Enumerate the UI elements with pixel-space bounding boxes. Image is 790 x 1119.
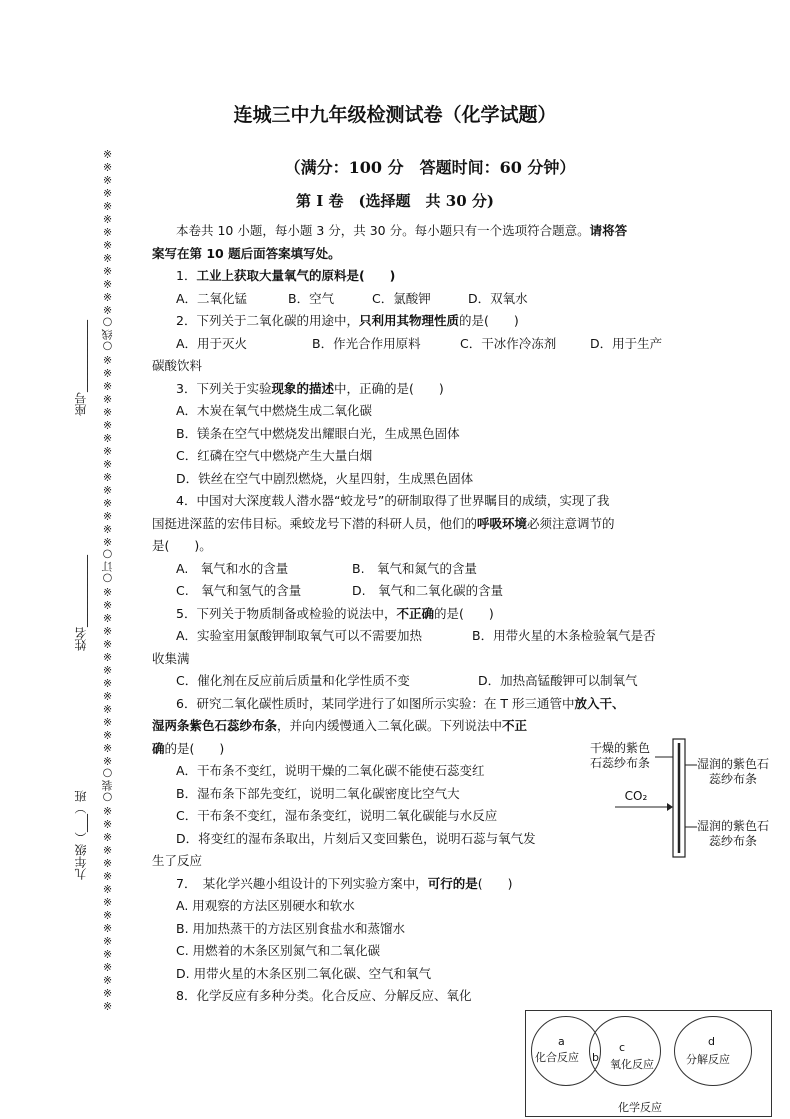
venn-label-c: c bbox=[619, 1041, 626, 1054]
q6-line3-b: 的是( ) bbox=[164, 740, 225, 756]
venn-label-b: b bbox=[592, 1051, 599, 1064]
q2-option-b[interactable]: B．作光合作用原料 bbox=[312, 335, 421, 351]
q3-option-d[interactable]: D．铁丝在空气中剧烈燃烧，火星四射，生成黑色固体 bbox=[176, 470, 474, 486]
q2-option-d[interactable]: D．用于生产 bbox=[590, 335, 663, 351]
q4-line2-b: 呼吸环境 bbox=[477, 515, 528, 531]
q3-stem bbox=[152, 378, 672, 401]
q4-line2 bbox=[152, 513, 672, 536]
q7-option-c[interactable]: C. 用燃着的木条区别氮气和二氧化碳 bbox=[176, 943, 381, 958]
q5-stem-c: 的是( ) bbox=[433, 605, 494, 621]
q6-line2-b: ，并向内缓慢通入二氧化碳。下列说法中 bbox=[277, 718, 503, 733]
class-field[interactable]: 九年级（___）班 bbox=[74, 790, 88, 880]
q4-options-ab bbox=[152, 558, 672, 581]
q5-option-b-cont: 收集满 bbox=[152, 650, 190, 666]
q1-option-d[interactable]: D．双氧水 bbox=[468, 290, 528, 306]
intro-bold-cont: 案写在第 10 题后面答案填写处。 bbox=[152, 245, 341, 261]
q6-line2-a: 湿两条紫色石蕊纱布条 bbox=[152, 718, 278, 733]
q2-option-c[interactable]: C．干冰作冷冻剂 bbox=[460, 335, 557, 351]
q4-option-d[interactable]: D. 氧气和二氧化碳的含量 bbox=[352, 583, 504, 598]
q6-option-b[interactable]: B．湿布条下部先变红，说明二氧化碳密度比空气大 bbox=[176, 785, 460, 801]
q7-option-d[interactable]: D. 用带火星的木条区别二氧化碳、空气和氧气 bbox=[176, 965, 432, 981]
q1-options bbox=[152, 288, 672, 311]
q4-options-cd bbox=[152, 580, 672, 603]
intro-bold: 请将答 bbox=[589, 223, 628, 238]
q2-option-a[interactable]: A．用于灭火 bbox=[176, 335, 248, 351]
q3-option-a[interactable]: A．木炭在氧气中燃烧生成二氧化碳 bbox=[176, 403, 373, 418]
q7-stem bbox=[152, 873, 672, 896]
q5-option-d[interactable]: D．加热高锰酸钾可以制氧气 bbox=[478, 673, 638, 688]
binding-fields bbox=[72, 320, 102, 880]
venn-oxidation-text: 氧化反应 bbox=[610, 1058, 654, 1071]
q7-stem-a: 7． 某化学兴趣小组设计的下列实验方案中， bbox=[176, 875, 428, 891]
intro-text: 本卷共 10 小题，每小题 3 分，共 30 分。每小题只有一个选项符合题意。 bbox=[176, 223, 590, 238]
t-tube-drawing bbox=[585, 735, 770, 865]
q7-option-a[interactable]: A. 用观察的方法区别硬水和软水 bbox=[176, 898, 355, 913]
question-content bbox=[152, 220, 672, 1008]
venn-decomposition-text: 分解反应 bbox=[686, 1053, 730, 1066]
dry-strip-label: 干燥的紫色石蕊纱布条 bbox=[589, 741, 650, 770]
binding-margin-strip: ※※※※※※※※※※※※※※※※○装○※※※※※※※※※※※※※※○订○※※※※※※※※※※※※※※※○线○※※※※※※※※※※※※※ bbox=[101, 147, 114, 1013]
q1-stem bbox=[152, 265, 672, 288]
q5-stem bbox=[152, 603, 672, 626]
q4-option-a[interactable]: A. 氧气和水的含量 bbox=[176, 560, 289, 576]
section-heading: 第 I 卷 (选择题 共 30 分) bbox=[296, 192, 494, 210]
q4-option-b[interactable]: B. 氧气和氮气的含量 bbox=[352, 560, 478, 576]
q3-stem-a: 3．下列关于实验 bbox=[176, 380, 272, 396]
q5-stem-b: 不正确 bbox=[396, 605, 434, 621]
exam-subtitle: （满分：100 分 答题时间：60 分钟） bbox=[284, 158, 576, 177]
q6-line1-b: 放入干、 bbox=[574, 695, 625, 711]
q1-option-b[interactable]: B．空气 bbox=[288, 290, 335, 306]
q3-stem-c: 中，正确的是( ) bbox=[333, 380, 444, 396]
q6-line1-a: 6．研究二氧化碳性质时，某同学进行了如图所示实验：在 T 形三通管中 bbox=[176, 695, 575, 711]
q7-option-b[interactable]: B. 用加热蒸干的方法区别食盐水和蒸馏水 bbox=[176, 920, 406, 936]
intro bbox=[152, 220, 672, 243]
q6-line2-c: 不正 bbox=[502, 718, 528, 733]
q2-stem-b: 只利用其物理性质 bbox=[358, 313, 459, 328]
q2-stem-a: 2．下列关于二氧化碳的用途中， bbox=[176, 313, 359, 328]
q6-line1 bbox=[152, 693, 672, 716]
q5-option-c[interactable]: C．催化剂在反应前后质量和化学性质不变 bbox=[176, 673, 410, 688]
q3-stem-b: 现象的描述 bbox=[271, 380, 334, 396]
wet-strip-bottom-label: 湿润的紫色石蕊纱布条 bbox=[697, 819, 770, 848]
q4-line2-a: 国挺进深蓝的宏伟目标。乘蛟龙号下潜的科研人员，他们的 bbox=[152, 515, 478, 531]
q3-option-c[interactable]: C．红磷在空气中燃烧产生大量白烟 bbox=[176, 448, 373, 463]
venn-combination-text: 化合反应 bbox=[535, 1051, 579, 1064]
q6-option-a[interactable]: A．干布条不变红，说明干燥的二氧化碳不能使石蕊变红 bbox=[176, 763, 485, 778]
q1-number: 1． bbox=[176, 268, 197, 283]
q6-option-d-cont: 生了反应 bbox=[152, 853, 203, 868]
q7-stem-c: ( ) bbox=[477, 875, 513, 891]
q1-stem-text: 工业上获取大量氧气的原料是( ) bbox=[196, 268, 396, 283]
q8-stem: 8．化学反应有多种分类。化合反应、分解反应、氧化 bbox=[176, 988, 472, 1003]
q5-options-ab bbox=[152, 625, 672, 648]
venn-label-a: a bbox=[558, 1035, 565, 1048]
q6-option-d[interactable]: D．将变红的湿布条取出，片刻后又变回紫色，说明石蕊与氧气发 bbox=[176, 830, 536, 846]
q7-stem-b: 可行的是 bbox=[427, 875, 478, 891]
q5-stem-a: 5．下列关于物质制备或检验的说法中， bbox=[176, 605, 397, 621]
q2-stem bbox=[152, 310, 672, 333]
q3-option-b[interactable]: B．镁条在空气中燃烧发出耀眼白光，生成黑色固体 bbox=[176, 425, 460, 441]
t-tube-figure bbox=[585, 735, 770, 865]
exam-title: 连城三中九年级检测试卷（化学试题） bbox=[233, 104, 557, 126]
q5-options-cd bbox=[152, 670, 672, 693]
q2-stem-c: 的是( ) bbox=[458, 313, 519, 328]
q2-options bbox=[152, 333, 672, 356]
q5-option-b[interactable]: B．用带火星的木条检验氧气是否 bbox=[472, 628, 656, 643]
q4-line3: 是( )。 bbox=[152, 538, 212, 553]
wet-strip-top-label: 湿润的紫色石蕊纱布条 bbox=[697, 757, 770, 786]
q4-line1: 4．中国对大深度载人潜水器“蛟龙号”的研制取得了世界瞩目的成绩，实现了我 bbox=[176, 493, 610, 508]
q2-option-d-cont: 碳酸饮料 bbox=[152, 358, 203, 373]
seat-field[interactable]: 座号____________ bbox=[74, 320, 88, 416]
reaction-venn-figure bbox=[525, 1010, 772, 1117]
name-field[interactable]: 姓名____________ bbox=[74, 555, 88, 651]
q6-option-c[interactable]: C．干布条不变红，湿布条变红，说明二氧化碳能与水反应 bbox=[176, 808, 498, 823]
q5-option-a[interactable]: A．实验室用氯酸钾制取氧气可以不需要加热 bbox=[176, 628, 423, 643]
q1-option-c[interactable]: C．氯酸钾 bbox=[372, 290, 431, 306]
venn-label-d: d bbox=[708, 1035, 715, 1048]
q4-option-c[interactable]: C. 氧气和氢气的含量 bbox=[176, 583, 302, 598]
co2-label: CO₂ bbox=[624, 789, 648, 803]
venn-caption: 化学反应 bbox=[618, 1101, 662, 1114]
q1-option-a[interactable]: A．二氧化锰 bbox=[176, 290, 248, 306]
q4-line2-c: 必须注意调节的 bbox=[527, 515, 615, 531]
q6-line3-a: 确 bbox=[152, 740, 165, 756]
